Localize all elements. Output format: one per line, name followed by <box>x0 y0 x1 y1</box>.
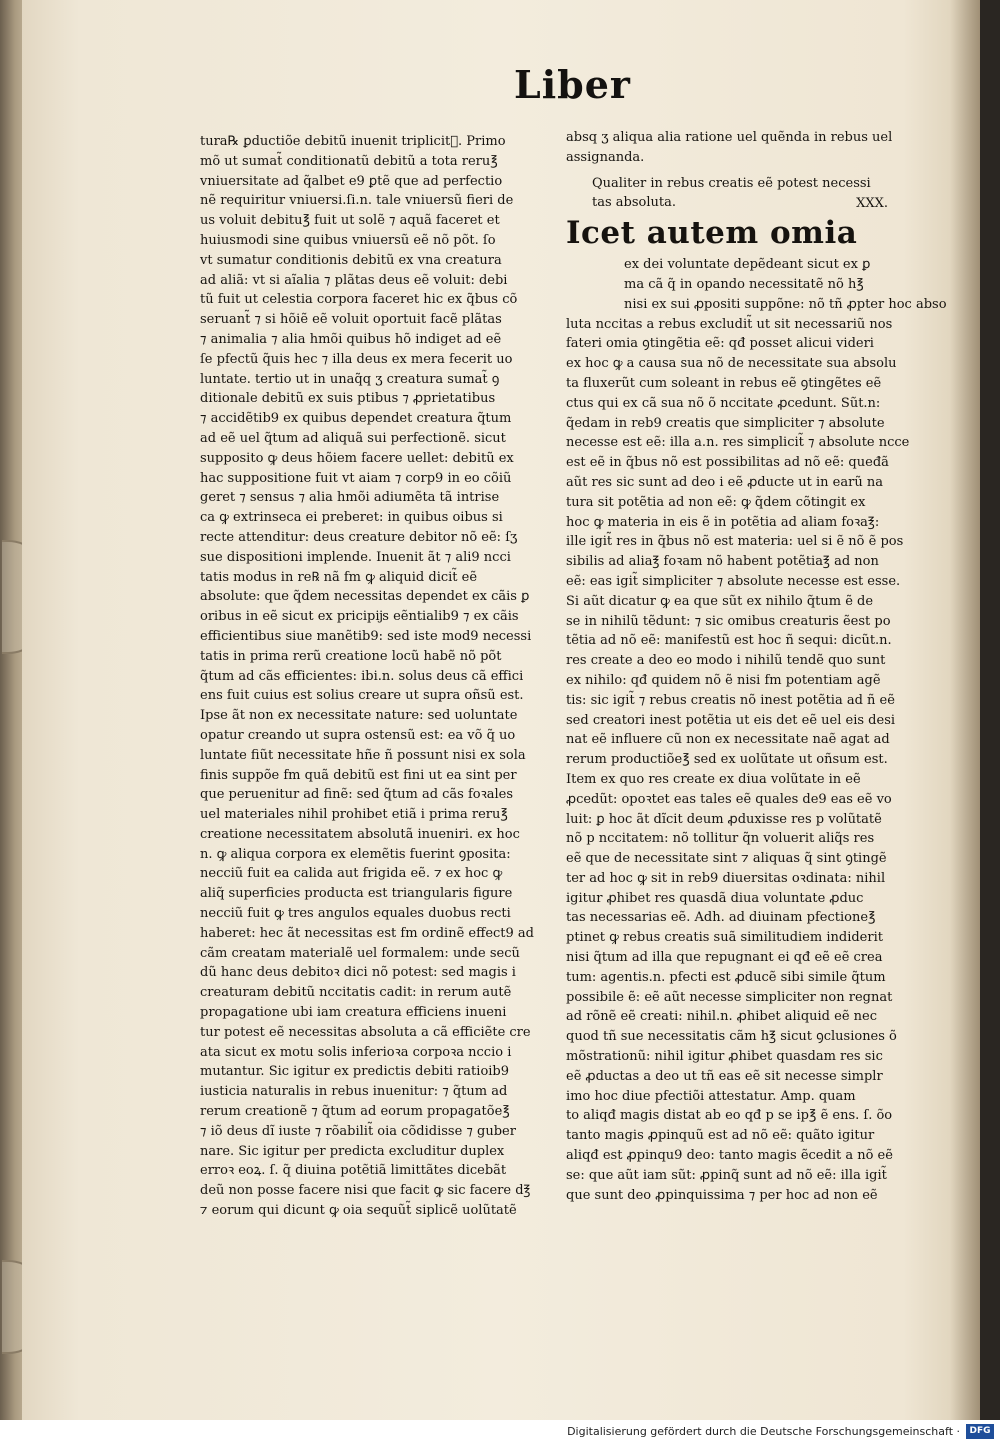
text-line: fateri omia ꝯtingẽtia eẽ: qđ posset alicui videri <box>566 336 874 352</box>
text-line: rerum productiõe℥ sed ex uolũtate ut oñsum est. <box>566 752 888 768</box>
text-line: ma cã q̃ in opando necessitatẽ nõ h℥ <box>624 276 864 292</box>
text-line: ctus qui ex cã sua nõ õ nccitate ꝓcedunt. Sũt.n: <box>566 395 881 411</box>
text-line: Ipse ãt non ex necessitate nature: sed uoluntate <box>200 708 518 724</box>
text-line: ſe pfectũ q̃uis hec ⁊ illa deus ex mera fecerit uo <box>200 351 513 367</box>
text-line: assignanda. <box>566 149 645 165</box>
text-line: nẽ requiritur vniuersi.ſi.n. tale vniuersũ fieri de <box>200 193 514 209</box>
text-line: ⁊ iõ deus dĩ iuste ⁊ rõabilit̃ oia cõdidisse ⁊ guber <box>200 1123 516 1139</box>
text-line: nõ p nccitatem: nõ tollitur q̃n voluerit aliq̃s res <box>566 831 875 847</box>
right-column-body <box>566 315 910 1206</box>
text-line: tatis modus in re℞ nã fm ꝙ aliquid dicit̃ eẽ <box>200 569 478 585</box>
chapter-incipit: Icet autem omia <box>566 215 858 252</box>
right-column-intro <box>566 128 894 168</box>
text-line: Qualiter in rebus creatis eẽ potest necessi <box>592 175 871 191</box>
text-line: vniuersitate ad q̃albet e9 ꝑtẽ que ad perfectio <box>200 173 503 189</box>
dfg-logo: DFG <box>966 1424 994 1439</box>
text-line: tura℞ ꝑductiõe debitũ inuenit triplicit᷑. Primo <box>200 134 506 149</box>
text-line: luntate fiũt necessitate hñe ñ possunt nisi ex sola <box>200 747 526 763</box>
text-line: sed creatori inest potẽtia ut eis det eẽ uel eis desi <box>566 712 896 728</box>
text-line: opatur creando ut supra ostensũ est: ea võ q̃ uo <box>200 727 516 743</box>
text-line: tẽtia ad nõ eẽ: manifestũ est hoc ñ sequi: dicũt.n. <box>566 633 892 649</box>
text-line: hoc ꝙ materia in eis ẽ in potẽtia ad aliam foꝛa℥: <box>566 514 880 530</box>
text-line: ta fluxerũt cum soleant in rebus eẽ ꝯtingẽtes eẽ <box>566 375 882 391</box>
text-line: ptinet ꝙ rebus creatis suã similitudiem indiderit <box>566 930 883 946</box>
text-line: eẽ que de necessitate sint ⁊ aliquas q̃ sint ꝯtingẽ <box>566 851 887 867</box>
text-line: aliq̃ superficies producta est triangularis figure <box>200 886 513 902</box>
text-line: seruant̃ ⁊ si hõiẽ eẽ voluit oportuit facẽ plãtas <box>200 312 502 328</box>
text-line: erroꝛ eoꝝ. ſ. q̃ diuina potẽtiã limittãtes dicebãt <box>200 1163 507 1179</box>
text-line: tũ fuit ut celestia corpora faceret hic ex q̃bus cõ <box>200 292 518 308</box>
text-line: ca ꝙ extrinseca ei preberet: in quibus oibus si <box>200 510 503 526</box>
text-line: ex nihilo: qđ quidem nõ ẽ nisi fm potentiam agẽ <box>566 672 881 688</box>
text-line: absq ʒ aliqua alia ratione uel quẽnda in rebus uel <box>566 130 893 145</box>
text-line: ad eẽ uel q̃tum ad aliquã sui perfectionẽ. sicut <box>200 430 506 446</box>
text-line: luntate. tertio ut in unaq̃q ʒ creatura sumat̃ ꝯ <box>200 371 500 387</box>
text-line: se in nihilũ tẽdunt: ⁊ sic omibus creaturis ẽest po <box>566 613 891 629</box>
funding-notice: Digitalisierung gefördert durch die Deutsche Forschungsgemeinschaft · <box>567 1425 960 1438</box>
text-line: ex dei voluntate depẽdeant sicut ex ꝑ <box>624 257 871 273</box>
text-line: ter ad hoc ꝙ sit in reb9 diuersitas oꝛdinata: nihil <box>566 870 886 886</box>
text-line: aliqđ est ꝓpinqu9 deo: tanto magis ẽcedit a nõ eẽ <box>566 1148 893 1164</box>
text-line: sue dispositioni implende. Inuenit ãt ⁊ ali9 ncci <box>200 549 511 565</box>
text-line: hac suppositione fuit vt aiam ⁊ corp9 in eo cõiũ <box>200 470 512 486</box>
running-head: Liber <box>514 62 631 107</box>
chapter-number: XXX. <box>856 196 888 212</box>
text-line: ditionale debitũ ex suis ptibus ⁊ ꝓprietatibus <box>200 391 496 407</box>
text-line: ens fuit cuius est solius creare ut supra oñsũ est. <box>200 688 524 704</box>
text-line: ille igit̃ res in q̃bus nõ est materia: uel si ẽ nõ ẽ pos <box>566 534 904 550</box>
text-line: mõstrationũ: nihil igitur ꝓhibet quasdam res sic <box>566 1049 883 1065</box>
text-line: geret ⁊ sensus ⁊ alia hmõi adiumẽta tã intrise <box>200 490 500 506</box>
text-line: q̃tum ad cãs efficientes: ibi.n. solus deus cã effici <box>200 668 524 684</box>
text-line: aũt res sic sunt ad deo i eẽ ꝓducte ut in earũ na <box>566 474 883 490</box>
text-line: eẽ ꝓductas a deo ut tñ eas eẽ sit necesse simplr <box>566 1068 883 1084</box>
text-line: n. ꝙ aliqua corpora ex elemẽtis fuerint ꝯposita: <box>200 846 511 862</box>
text-line: efficientibus siue manẽtib9: sed iste mod9 necessi <box>200 628 532 644</box>
text-line: necciũ fuit ea calida aut frigida eẽ. ⁊ ex hoc ꝙ <box>200 866 503 882</box>
text-line: mutantur. Sic igitur ex predictis debiti ratioib9 <box>200 1064 510 1080</box>
text-line: dũ hanc deus debitoꝛ dici nõ potest: sed magis i <box>200 965 516 981</box>
text-line: Item ex quo res create ex diua volũtate in eẽ <box>566 771 861 787</box>
text-line: ⁊ accidẽtib9 ex quibus dependet creatura q̃tum <box>200 411 512 427</box>
text-line: se: que aũt iam sũt: ꝓpinq̃ sunt ad nõ eẽ: illa igit̃ <box>566 1167 887 1183</box>
text-line: vt sumatur conditionis debitũ ex vna creatura <box>200 252 502 268</box>
text-line: quod tñ sue necessitatis cãm h℥ sicut ꝯclusiones õ <box>566 1029 897 1045</box>
text-line: que peruenitur ad finẽ: sed q̃tum ad cãs foꝛales <box>200 787 514 803</box>
text-line: tanto magis ꝓpinquũ est ad nõ eẽ: quãto igitur <box>566 1128 875 1144</box>
text-line: possibile ẽ: eẽ aũt necesse simpliciter non regnat <box>566 989 893 1005</box>
text-line: ad rõnẽ eẽ creati: nihil.n. ꝓhibet aliquid eẽ nec <box>566 1009 877 1025</box>
text-line: uel materiales nihil prohibet etiã i prima reru℥ <box>200 807 508 823</box>
text-line: mõ ut sumat̃ conditionatũ debitũ a tota reru℥ <box>200 153 498 169</box>
text-line: imo hoc diue pfectiõi attestatur. Amp. quam <box>566 1088 856 1104</box>
text-line: rerum creationẽ ⁊ q̃tum ad eorum propagatõe℥ <box>200 1104 510 1120</box>
text-line: nisi ex sui ꝓpositi suppõne: nõ tñ ꝓpter hoc abso <box>624 296 947 312</box>
text-line: to aliqđ magis distat ab eo qđ p se ip℥ ẽ ens. ſ. õo <box>566 1108 893 1124</box>
text-line: necesse est eẽ: illa a.n. res simplicit̃ ⁊ absolute ncce <box>566 435 910 451</box>
text-line: deũ non posse facere nisi que facit ꝙ sic facere d℥ <box>200 1183 531 1199</box>
text-line: tur potest eẽ necessitas absoluta a cã efficiẽte cre <box>200 1024 531 1040</box>
text-line: creaturam debitũ nccitatis cadit: in rerum autẽ <box>200 985 512 1001</box>
text-line: que sunt deo ꝓpinquissima ⁊ per hoc ad non eẽ <box>566 1187 878 1203</box>
text-line: igitur ꝓhibet res quasdã diua voluntate ꝓduc <box>566 890 864 906</box>
digitization-footer <box>0 1420 1000 1445</box>
text-line: luta nccitas a rebus excludit̃ ut sit necessariũ nos <box>566 316 893 332</box>
text-line: tas necessarias eẽ. Adh. ad diuinam pfectione℥ <box>566 910 876 926</box>
text-line: sibilis ad alia℥ foꝛam nõ habent potẽtia℥ ad non <box>566 554 879 570</box>
left-text-column <box>200 132 535 1221</box>
text-line: Si aũt dicatur ꝙ ea que sũt ex nihilo q̃tum ẽ de <box>566 593 874 609</box>
text-line: nat eẽ influere cũ non ex necessitate naẽ agat ad <box>566 732 890 748</box>
text-line: finis suppõe fm quã debitũ est fini ut ea sint per <box>200 767 517 783</box>
text-line: nare. Sic igitur per predicta excluditur duplex <box>200 1143 505 1159</box>
text-line: tis: sic igit̃ ⁊ rebus creatis nõ inest potẽtia ad ñ eẽ <box>566 692 895 708</box>
text-line: ꝓcedũt: opoꝛtet eas tales eẽ quales de9 eas eẽ vo <box>566 791 892 807</box>
incipit-indented-lines <box>566 255 947 314</box>
page-gutter-shadow <box>950 0 980 1420</box>
text-line: ⁊ animalia ⁊ alia hmõi quibus hõ indiget ad eẽ <box>200 331 502 347</box>
text-line: haberet: hec ãt necessitas est fm ordinẽ effect9 ad <box>200 925 535 941</box>
text-line: propagatione ubi iam creatura efficiens inueni <box>200 1005 507 1021</box>
text-line: ex hoc ꝙ a causa sua nõ de necessitate sua absolu <box>566 356 897 372</box>
text-line: q̃edam in reb9 creatis que simpliciter ⁊ absolute <box>566 415 885 431</box>
text-line: us voluit debitu℥ fuit ut solẽ ⁊ aquã faceret et <box>200 213 500 229</box>
right-text-column <box>566 128 947 1205</box>
text-line: creatione necessitatem absolutã inueniri. ex hoc <box>200 826 520 842</box>
text-line: supposito ꝙ deus hõiem facere uellet: debitũ ex <box>200 450 514 466</box>
text-line: luit: ꝑ hoc ãt dĩcit deum ꝓduxisse res p volũtatẽ <box>566 811 882 827</box>
text-line: huiusmodi sine quibus vniuersũ eẽ nõ põt. ſo <box>200 232 496 248</box>
text-line: res create a deo eo modo i nihilũ tendẽ quo sunt <box>566 653 886 669</box>
text-line: tura sit potẽtia ad non eẽ: ꝙ q̃dem cõtingit ex <box>566 494 866 510</box>
text-line: necciũ fuit ꝙ tres angulos equales duobus recti <box>200 906 511 922</box>
text-line: ad aliã: vt si aĩalia ⁊ plãtas deus eẽ voluit: debi <box>200 272 508 288</box>
text-line: iusticia naturalis in rebus inuenitur: ⁊ q̃tum ad <box>200 1084 508 1100</box>
text-line: est eẽ in q̃bus nõ est possibilitas ad nõ eẽ: queđã <box>566 455 889 471</box>
text-line: cãm creatam materialẽ uel formalem: unde secũ <box>200 945 520 961</box>
text-line: tatis in prima rerũ creatione locũ habẽ nõ põt <box>200 648 502 664</box>
text-line: tum: agentis.n. pfecti est ꝓducẽ sibi simile q̃tum <box>566 969 886 985</box>
text-line: eẽ: eas igit̃ simpliciter ⁊ absolute necesse est esse. <box>566 573 901 589</box>
text-line: nisi q̃tum ad illa que repugnant ei qđ eẽ eẽ crea <box>566 950 883 966</box>
text-line: ata sicut ex motu solis inferioꝛa corpoꝛa nccio i <box>200 1044 512 1060</box>
text-line: absolute: que q̃dem necessitas dependet ex cãis ꝑ <box>200 589 530 605</box>
text-line: oribus in eẽ sicut ex pricipĳs eẽntialib9 ⁊ ex cãis <box>200 609 519 625</box>
text-line: recte attenditur: deus creature debitor nõ eẽ: ſʒ <box>200 529 518 545</box>
text-line: tas absoluta. <box>592 195 676 211</box>
text-line: ⁊ eorum qui dicunt ꝙ oia sequũt̃ siplicẽ uolũtatẽ <box>200 1203 517 1219</box>
